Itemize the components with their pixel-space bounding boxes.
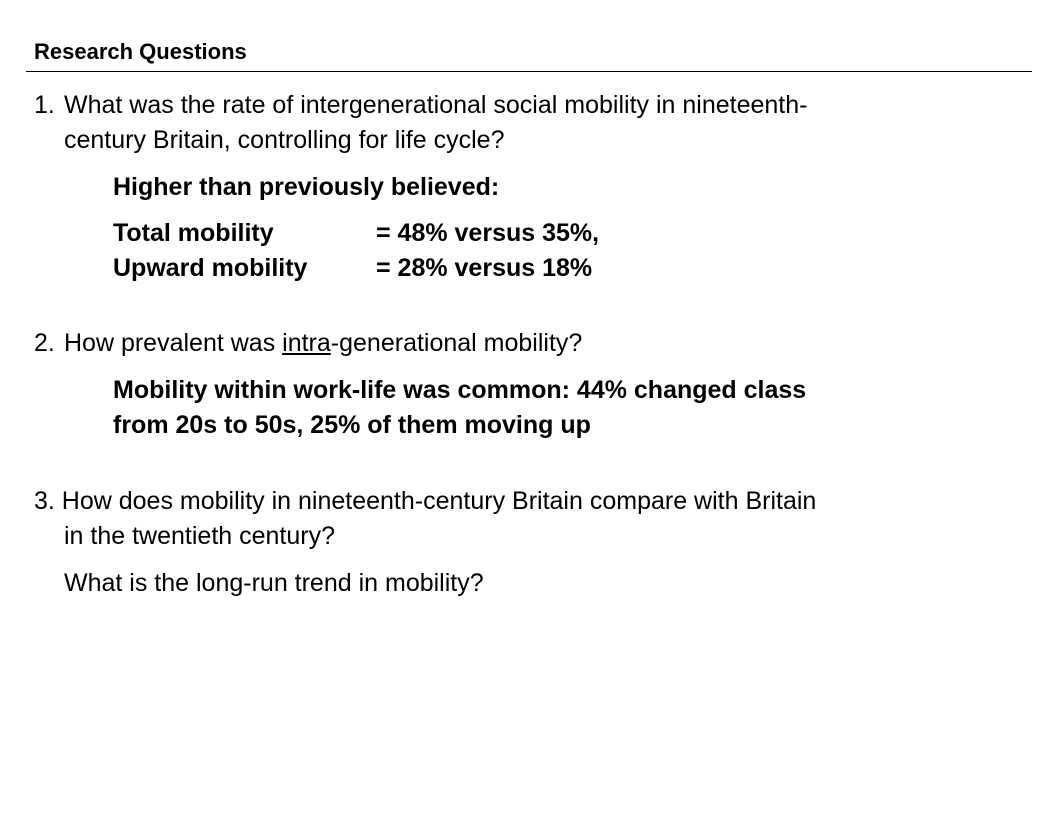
question-1-text: What was the rate of intergenerational social mobility in nineteenth- xyxy=(64,91,808,119)
total-mobility-value: = 48% versus 35%, xyxy=(376,219,600,247)
answer-2-line-2: from 20s to 50s, 25% of them moving up xyxy=(113,411,591,439)
answer-1-row-total xyxy=(113,216,599,251)
total-mobility-label: Total mobility xyxy=(113,219,274,247)
question-2-suffix: -generational mobility? xyxy=(330,329,583,357)
question-3-line-1: 3. How does mobility in nineteenth-century Britain compare with Britain xyxy=(34,487,817,515)
question-2-number: 2. xyxy=(34,329,55,357)
question-3-line-2: in the twentieth century? xyxy=(64,522,335,550)
question-1-line-1 xyxy=(34,88,807,123)
title-divider xyxy=(26,71,1032,72)
slide-title: Research Questions xyxy=(34,39,247,64)
question-2-prefix: How prevalent was xyxy=(64,329,283,357)
question-1-line-2: century Britain, controlling for life cycle? xyxy=(64,126,505,154)
upward-mobility-label: Upward mobility xyxy=(113,254,308,282)
question-3-line-3: What is the long-run trend in mobility? xyxy=(64,569,484,597)
question-2-line xyxy=(34,326,582,361)
answer-1-row-upward xyxy=(113,251,592,286)
upward-mobility-value: = 28% versus 18% xyxy=(376,254,593,282)
answer-1-heading: Higher than previously believed: xyxy=(113,173,500,201)
question-1-number: 1. xyxy=(34,91,55,119)
answer-2-line-1: Mobility within work-life was common: 44% changed class xyxy=(113,376,807,404)
question-2-underlined-word: intra xyxy=(282,329,331,357)
